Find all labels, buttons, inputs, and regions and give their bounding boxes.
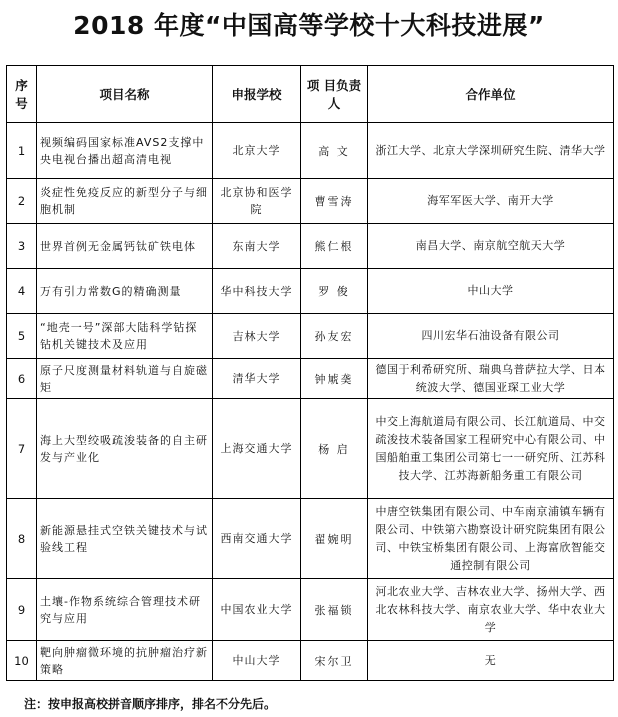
row-school: 华中科技大学 bbox=[213, 269, 301, 314]
row-school: 清华大学 bbox=[213, 359, 301, 399]
header-person: 项 目负责人 bbox=[301, 66, 368, 123]
table-row bbox=[7, 224, 614, 269]
table-header-row bbox=[7, 66, 614, 123]
row-name: 原子尺度测量材料轨道与自旋磁矩 bbox=[37, 359, 213, 399]
row-person: 宋尔卫 bbox=[301, 641, 368, 681]
row-school: 西南交通大学 bbox=[213, 499, 301, 579]
table-row bbox=[7, 499, 614, 579]
table-row bbox=[7, 314, 614, 359]
header-name: 项目名称 bbox=[37, 66, 213, 123]
page-title: 2018 年度“中国高等学校十大科技进展” bbox=[73, 11, 545, 40]
row-partner: 中交上海航道局有限公司、长江航道局、中交疏浚技术装备国家工程研究中心有限公司、中国船舶重工集团公司第七一一研究所、江苏科技大学、江苏海新船务重工有限公司 bbox=[368, 399, 614, 499]
table-row bbox=[7, 579, 614, 641]
row-name: 世界首例无金属钙钛矿铁电体 bbox=[37, 224, 213, 269]
table-row bbox=[7, 269, 614, 314]
row-name: 新能源悬挂式空铁关键技术与试验线工程 bbox=[37, 499, 213, 579]
row-no: 3 bbox=[7, 224, 37, 269]
row-person: 曹雪涛 bbox=[301, 179, 368, 224]
row-person: 高 文 bbox=[301, 123, 368, 179]
row-no: 10 bbox=[7, 641, 37, 681]
row-no: 5 bbox=[7, 314, 37, 359]
row-person: 熊仁根 bbox=[301, 224, 368, 269]
row-name: 海上大型绞吸疏浚装备的自主研发与产业化 bbox=[37, 399, 213, 499]
row-person: 翟婉明 bbox=[301, 499, 368, 579]
row-person: 罗 俊 bbox=[301, 269, 368, 314]
row-partner: 中山大学 bbox=[368, 269, 614, 314]
row-partner: 河北农业大学、吉林农业大学、扬州大学、西北农林科技大学、南京农业大学、华中农业大学 bbox=[368, 579, 614, 641]
row-person: 张福锁 bbox=[301, 579, 368, 641]
row-partner: 浙江大学、北京大学深圳研究生院、清华大学 bbox=[368, 123, 614, 179]
row-school: 吉林大学 bbox=[213, 314, 301, 359]
row-school: 东南大学 bbox=[213, 224, 301, 269]
row-school: 中山大学 bbox=[213, 641, 301, 681]
footnote: 注：按申报高校拼音顺序排序，排名不分先后。 bbox=[24, 697, 277, 711]
row-no: 4 bbox=[7, 269, 37, 314]
row-name: “地壳一号”深部大陆科学钻探钻机关键技术及应用 bbox=[37, 314, 213, 359]
row-name: 视频编码国家标准AVS2支撑中央电视台播出超高清电视 bbox=[37, 123, 213, 179]
row-partner: 德国于利希研究所、瑞典乌普萨拉大学、日本统波大学、德国亚琛工业大学 bbox=[368, 359, 614, 399]
row-no: 7 bbox=[7, 399, 37, 499]
row-partner: 四川宏华石油设备有限公司 bbox=[368, 314, 614, 359]
row-name: 炎症性免疫反应的新型分子与细胞机制 bbox=[37, 179, 213, 224]
header-school: 申报学校 bbox=[213, 66, 301, 123]
row-school: 北京大学 bbox=[213, 123, 301, 179]
row-school: 上海交通大学 bbox=[213, 399, 301, 499]
row-partner: 中唐空铁集团有限公司、中车南京浦镇车辆有限公司、中铁第六勘察设计研究院集团有限公司、中铁宝桥集团有限公司、上海富欣智能交通控制有限公司 bbox=[368, 499, 614, 579]
header-partner: 合作单位 bbox=[368, 66, 614, 123]
row-no: 8 bbox=[7, 499, 37, 579]
row-no: 9 bbox=[7, 579, 37, 641]
row-person: 钟虓䶮 bbox=[301, 359, 368, 399]
row-no: 6 bbox=[7, 359, 37, 399]
table-row bbox=[7, 359, 614, 399]
row-no: 1 bbox=[7, 123, 37, 179]
row-name: 土壤-作物系统综合管理技术研究与应用 bbox=[37, 579, 213, 641]
table-row bbox=[7, 179, 614, 224]
row-name: 靶向肿瘤微环境的抗肿瘤治疗新策略 bbox=[37, 641, 213, 681]
row-person: 杨 启 bbox=[301, 399, 368, 499]
row-partner: 无 bbox=[368, 641, 614, 681]
row-partner: 南昌大学、南京航空航天大学 bbox=[368, 224, 614, 269]
table-row bbox=[7, 399, 614, 499]
row-school: 北京协和医学院 bbox=[213, 179, 301, 224]
header-no: 序号 bbox=[7, 66, 37, 123]
table-row bbox=[7, 123, 614, 179]
row-partner: 海军军医大学、南开大学 bbox=[368, 179, 614, 224]
progress-table bbox=[6, 65, 614, 681]
row-no: 2 bbox=[7, 179, 37, 224]
row-person: 孙友宏 bbox=[301, 314, 368, 359]
table-row bbox=[7, 641, 614, 681]
row-name: 万有引力常数G的精确测量 bbox=[37, 269, 213, 314]
row-school: 中国农业大学 bbox=[213, 579, 301, 641]
